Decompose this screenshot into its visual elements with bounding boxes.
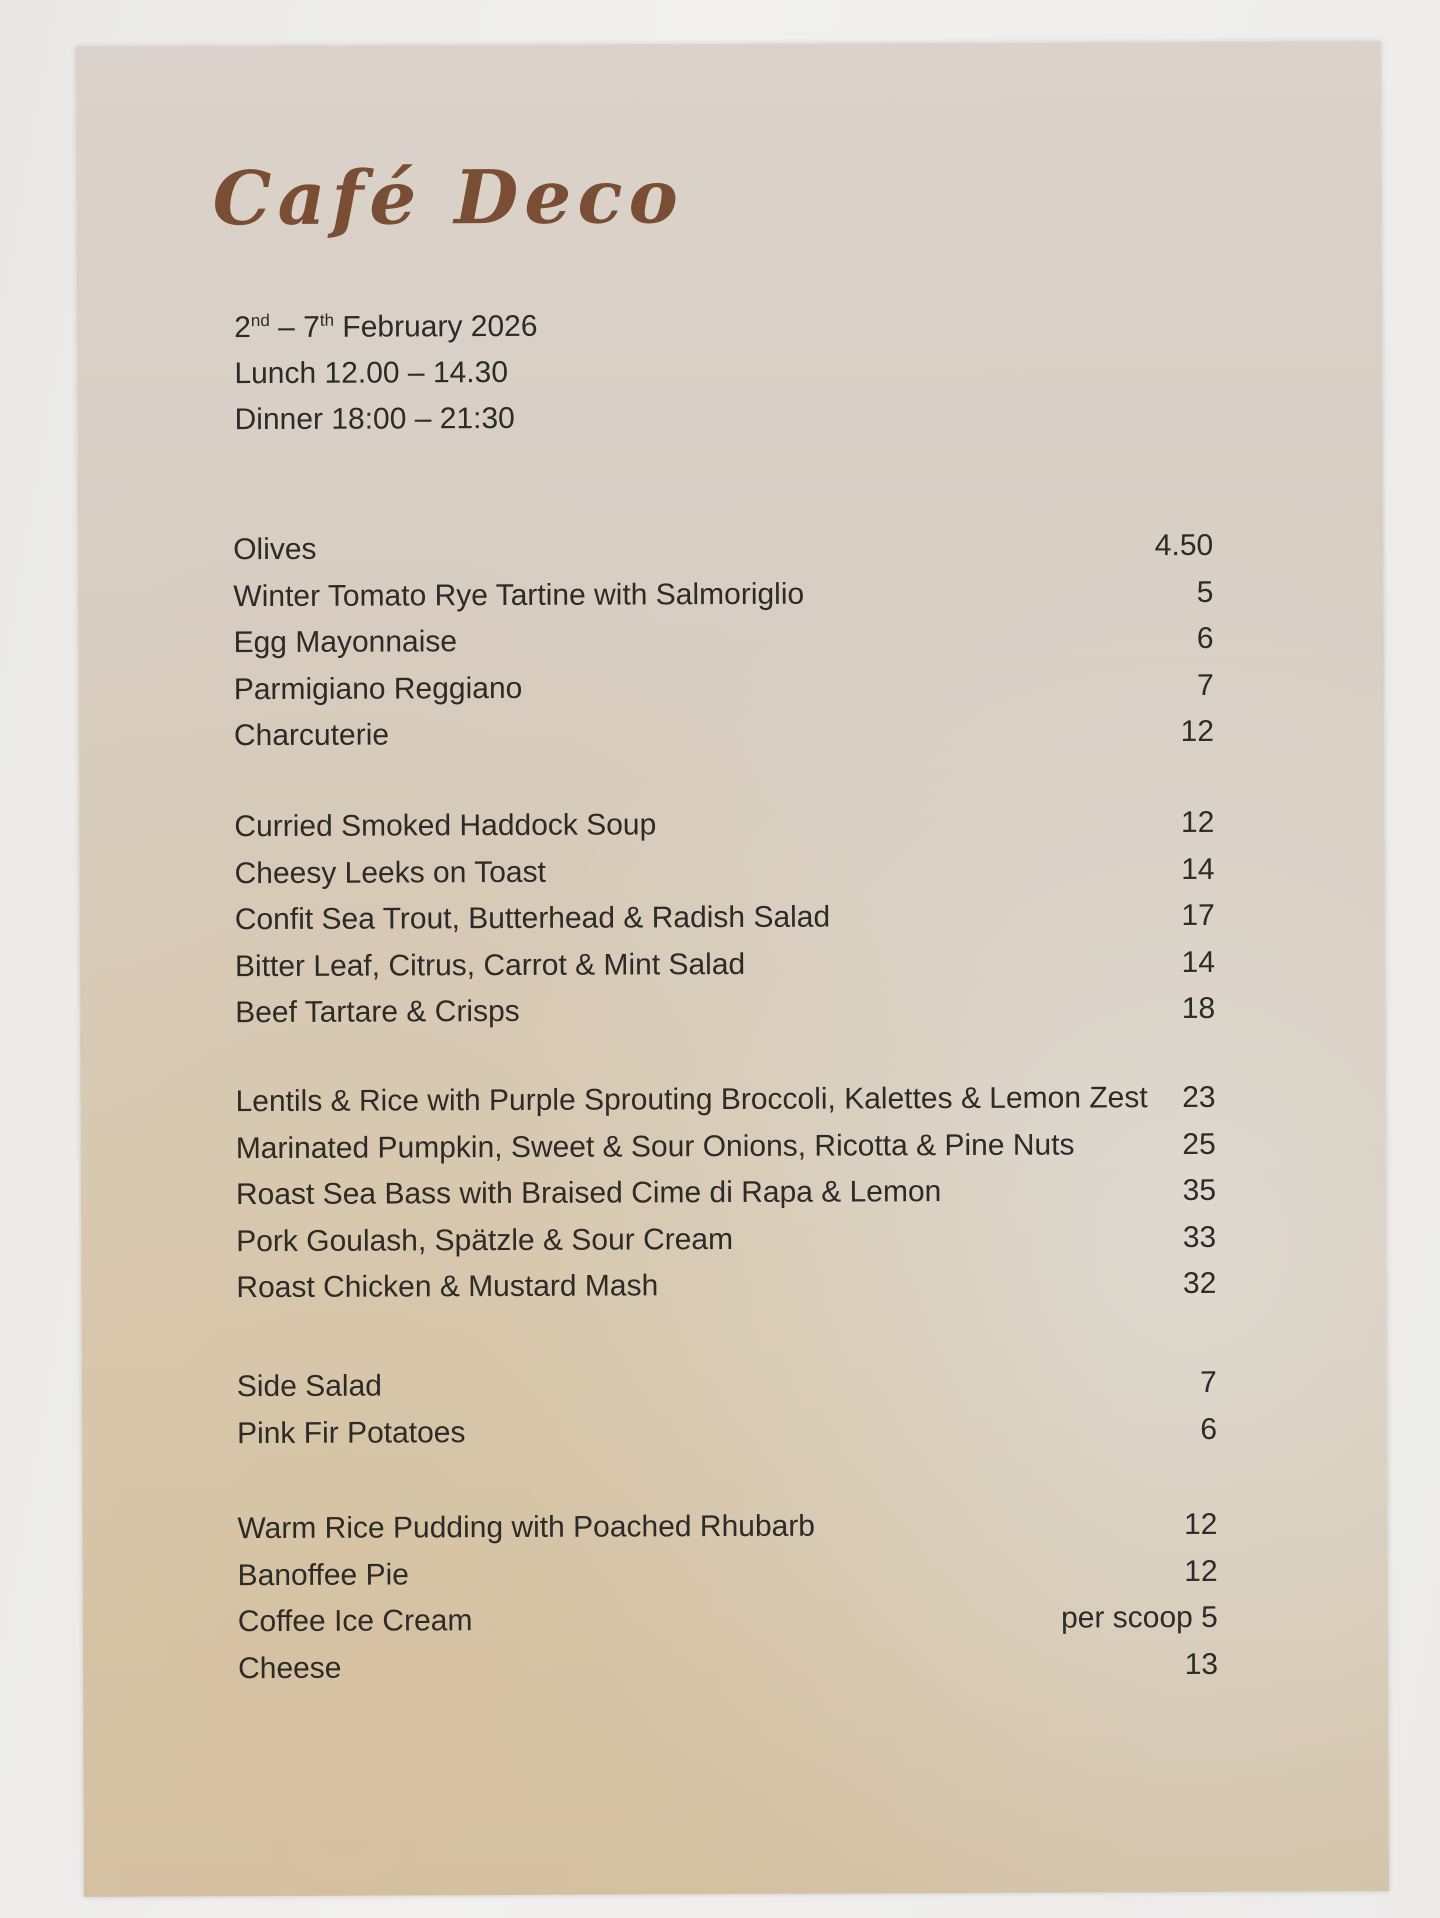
item-price: 14: [1181, 852, 1215, 886]
date-range: [234, 297, 538, 351]
item-price: 12: [1184, 1554, 1218, 1588]
dinner-hours: Dinner 18:00 – 21:30: [234, 401, 515, 437]
item-name: Roast Sea Bass with Braised Cime di Rapa & Lemon: [235, 1175, 942, 1212]
item-name: Olives: [233, 532, 317, 567]
item-price: 12: [1180, 805, 1215, 840]
item-name: Pink Fir Potatoes: [236, 1415, 466, 1450]
menu-item: [237, 1360, 1217, 1411]
menu-item: [238, 1548, 1218, 1599]
menu-card: [76, 41, 1389, 1897]
item-name: Confit Sea Trout, Butterhead & Radish Salad: [234, 900, 831, 937]
item-price: 4.50: [1154, 528, 1214, 563]
menu-item: [234, 846, 1214, 897]
item-price: 6: [1196, 621, 1214, 655]
menu-item: [235, 986, 1215, 1037]
item-name: Marinated Pumpkin, Sweet & Sour Onions, Ricotta & Pine Nuts: [235, 1128, 1075, 1165]
item-price: 32: [1182, 1266, 1217, 1301]
item-name: Coffee Ice Cream: [237, 1604, 473, 1639]
item-name: Side Salad: [236, 1369, 382, 1404]
menu-item: [235, 893, 1215, 944]
item-price: 35: [1182, 1173, 1217, 1208]
menu-section-sides: [237, 1360, 1217, 1457]
item-price: 5: [1196, 575, 1214, 609]
date-start-day: 2: [234, 311, 251, 345]
lunch-hours: Lunch 12.00 – 14.30: [234, 355, 509, 391]
item-price: 18: [1181, 991, 1216, 1026]
date-month-year: February 2026: [333, 309, 538, 344]
menu-item: [234, 709, 1214, 760]
item-price: 17: [1181, 898, 1215, 933]
item-price: 25: [1182, 1127, 1216, 1161]
item-name: Egg Mayonnaise: [233, 625, 458, 660]
item-name: Pork Goulash, Spätzle & Sour Cream: [236, 1222, 734, 1258]
date-separator: –: [269, 310, 304, 345]
menu-item: [233, 523, 1213, 574]
date-start-suffix: nd: [250, 311, 270, 331]
menu-item: [236, 1261, 1216, 1312]
item-name: Warm Rice Pudding with Poached Rhubarb: [237, 1509, 816, 1546]
item-price: 33: [1182, 1220, 1217, 1254]
restaurant-logo-title: Café Deco: [212, 154, 685, 243]
item-name: Roast Chicken & Mustard Mash: [236, 1269, 659, 1305]
item-price: 7: [1197, 668, 1214, 702]
menu-item: [236, 1168, 1216, 1219]
item-name: Curried Smoked Haddock Soup: [234, 808, 657, 844]
menu-section-mains: [235, 1075, 1216, 1312]
item-name: Bitter Leaf, Citrus, Carrot & Mint Salad: [234, 947, 746, 983]
item-name: Winter Tomato Rye Tartine with Salmoriglio: [233, 577, 805, 613]
menu-item: [238, 1595, 1218, 1646]
item-name: Lentils & Rice with Purple Sprouting Broccoli, Kalettes & Lemon Zest: [235, 1081, 1148, 1119]
menu-item: [237, 1502, 1217, 1553]
menu-section-small-plates: [233, 523, 1214, 760]
menu-item: [234, 800, 1214, 851]
menu-item: [235, 1075, 1215, 1126]
menu-item: [236, 1214, 1216, 1265]
item-name: Cheese: [237, 1651, 342, 1685]
item-name: Parmigiano Reggiano: [233, 671, 523, 706]
date-end-day: 7: [303, 310, 320, 344]
item-name: Charcuterie: [233, 718, 390, 753]
menu-item: [238, 1641, 1218, 1692]
menu-item: [233, 569, 1213, 620]
menu-item: [234, 662, 1214, 713]
item-price: per scoop 5: [1060, 1600, 1218, 1635]
menu-section-desserts: [237, 1502, 1218, 1692]
menu-item: [236, 1121, 1216, 1172]
menu-item: [235, 939, 1215, 990]
service-info: [234, 297, 538, 443]
item-name: Banoffee Pie: [237, 1557, 409, 1592]
date-end-suffix: th: [319, 310, 335, 330]
item-price: 6: [1200, 1412, 1218, 1446]
item-price: 12: [1183, 1507, 1218, 1542]
item-price: 12: [1180, 714, 1215, 749]
menu-item: [233, 616, 1213, 667]
item-price: 13: [1184, 1647, 1219, 1681]
item-price: 14: [1181, 945, 1216, 979]
menu-section-starters: [234, 800, 1215, 1037]
item-price: 23: [1182, 1080, 1216, 1115]
menu-item: [237, 1406, 1217, 1457]
item-price: 7: [1200, 1365, 1217, 1399]
item-name: Beef Tartare & Crisps: [235, 994, 520, 1030]
item-name: Cheesy Leeks on Toast: [234, 855, 546, 890]
